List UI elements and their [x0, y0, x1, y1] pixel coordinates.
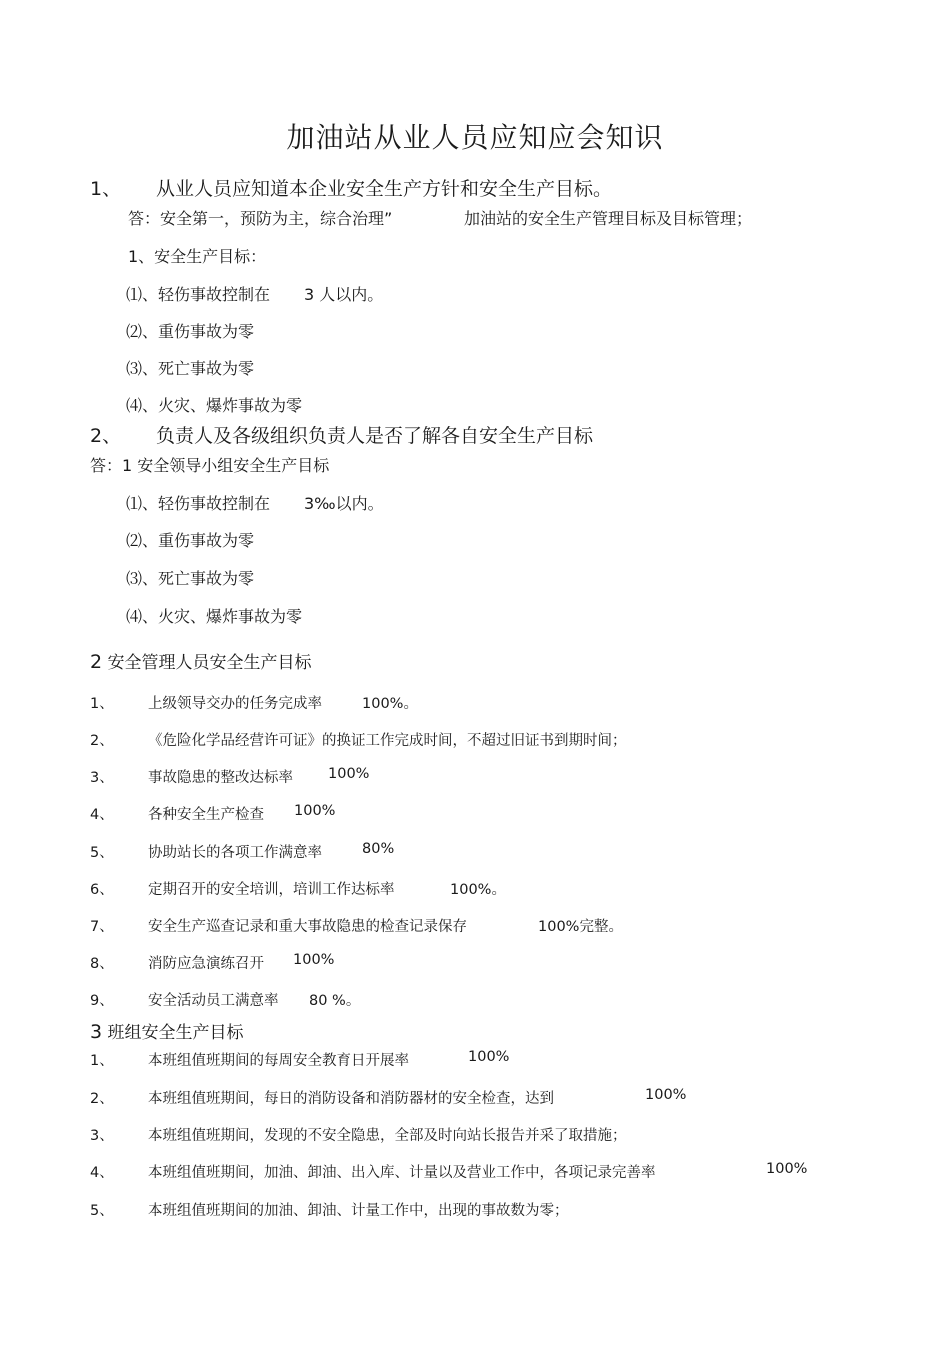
list-item-value: 80% — [362, 841, 395, 857]
section-2-number: 2 — [90, 651, 103, 673]
list-item-number: 3、 — [90, 1128, 114, 1144]
section-2-title: 安全管理人员安全生产目标 — [107, 653, 312, 673]
list-item-number: 9、 — [90, 993, 114, 1009]
list-item: 各种安全生产检查 — [148, 807, 264, 823]
list-item-number: 2、 — [90, 1091, 114, 1107]
list-item: 事故隐患的整改达标率 — [148, 770, 293, 786]
list-item-value: 100% — [293, 952, 335, 968]
list-item-number: 7、 — [90, 919, 114, 935]
list-item-value: 100% — [468, 1049, 510, 1065]
list-item: 上级领导交办的任务完成率 — [148, 696, 322, 712]
list-item: ⑵、重伤事故为零 — [126, 322, 255, 341]
list-item: ⑵、重伤事故为零 — [126, 531, 255, 550]
question-2-text: 负责人及各级组织负责人是否了解各自安全生产目标 — [156, 425, 594, 447]
list-item: 消防应急演练召开 — [148, 956, 264, 972]
list-item-number: 2、 — [90, 733, 114, 749]
question-1-answer: 答：安全第一，预防为主，综合治理” — [128, 209, 393, 228]
list-item-value: 100% — [328, 766, 370, 782]
list-item-value: 3‰以内。 — [304, 494, 384, 513]
list-item: 安全活动员工满意率 — [148, 993, 279, 1009]
list-item-number: 8、 — [90, 956, 114, 972]
list-item: 本班组值班期间，发现的不安全隐患，全部及时向站长报告并采了取措施； — [148, 1128, 627, 1144]
list-item: 本班组值班期间的每周安全教育日开展率 — [148, 1053, 409, 1069]
list-item: 协助站长的各项工作满意率 — [148, 845, 322, 861]
list-item-number: 6、 — [90, 882, 114, 898]
question-2-answer: 答：1 安全领导小组安全生产目标 — [90, 456, 330, 475]
list-item: 本班组值班期间，每日的消防设备和消防器材的安全检查，达到 — [148, 1091, 554, 1107]
list-item-value: 3 人以内。 — [304, 285, 384, 304]
page-title: 加油站从业人员应知应会知识 — [286, 121, 664, 154]
list-item: 本班组值班期间的加油、卸油、计量工作中，出现的事故数为零； — [148, 1203, 569, 1219]
list-item-value: 80 %。 — [309, 993, 361, 1009]
question-1-answer-continued: 加油站的安全生产管理目标及目标管理； — [464, 209, 753, 228]
list-item-value: 100%完整。 — [538, 919, 623, 935]
list-item-number: 1、 — [90, 696, 114, 712]
list-item: 安全生产巡查记录和重大事故隐患的检查记录保存 — [148, 919, 467, 935]
list-item: ⑷、火灾、爆炸事故为零 — [126, 607, 303, 626]
list-item-number: 1、 — [90, 1053, 114, 1069]
list-item: ⑴、轻伤事故控制在 — [126, 285, 271, 304]
list-item: 《危险化学品经营许可证》的换证工作完成时间，不超过旧证书到期时间； — [148, 733, 627, 749]
list-item-value: 100% — [294, 803, 336, 819]
list-item-number: 5、 — [90, 1203, 114, 1219]
list-item-number: 5、 — [90, 845, 114, 861]
question-2-number: 2、 — [90, 425, 122, 447]
list-item: ⑶、死亡事故为零 — [126, 359, 255, 378]
list-item: 定期召开的安全培训，培训工作达标率 — [148, 882, 395, 898]
list-item-value: 100%。 — [450, 882, 506, 898]
list-item: ⑷、火灾、爆炸事故为零 — [126, 396, 303, 415]
list-item-value: 100% — [766, 1161, 808, 1177]
list-item: 本班组值班期间，加油、卸油、出入库、计量以及营业工作中，各项记录完善率 — [148, 1165, 656, 1181]
section-3-number: 3 — [90, 1021, 103, 1043]
section-3-title: 班组安全生产目标 — [107, 1023, 244, 1043]
list-item-number: 4、 — [90, 807, 114, 823]
list-item: ⑶、死亡事故为零 — [126, 569, 255, 588]
list-item-number: 4、 — [90, 1165, 114, 1181]
list-item-value: 100%。 — [362, 696, 418, 712]
list-item-number: 3、 — [90, 770, 114, 786]
list-item-value: 100% — [645, 1087, 687, 1103]
section-2-heading — [90, 648, 312, 673]
question-1-text: 从业人员应知道本企业安全生产方针和安全生产目标。 — [156, 178, 613, 200]
question-1-number: 1、 — [90, 178, 122, 200]
section-3-heading — [90, 1018, 244, 1043]
goal-heading: 1、安全生产目标： — [128, 247, 267, 266]
list-item: ⑴、轻伤事故控制在 — [126, 494, 271, 513]
